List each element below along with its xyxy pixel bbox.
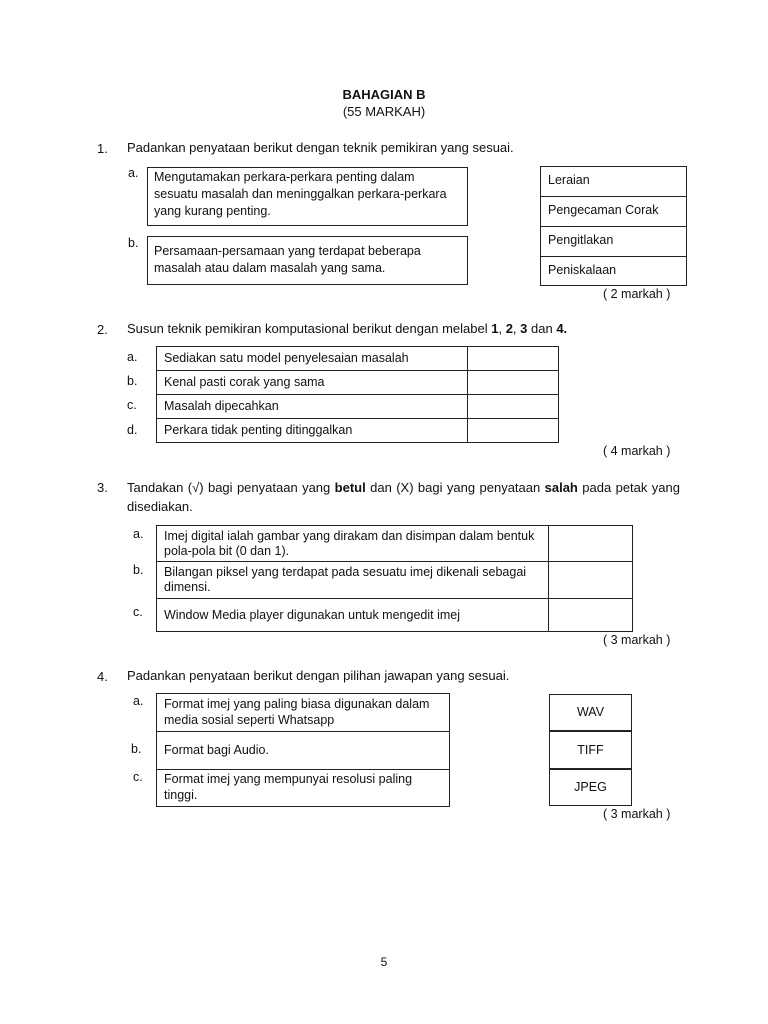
q4-c-statement: Format imej yang mempunyai resolusi paling tinggi. bbox=[156, 769, 450, 807]
q2-d-label: d. bbox=[127, 423, 138, 437]
q1-a-label: a. bbox=[128, 166, 139, 180]
q2-text: Susun teknik pemikiran komputasional berikut dengan melabel 1, 2, 3 dan 4. bbox=[127, 321, 568, 336]
q2-b-answer-box[interactable] bbox=[468, 371, 559, 395]
q4-option-wav: WAV bbox=[549, 694, 632, 731]
q1-b-label: b. bbox=[128, 236, 139, 250]
q2-b-text: Kenal pasti corak yang sama bbox=[157, 371, 468, 395]
q2-a-answer-box[interactable] bbox=[468, 347, 559, 371]
table-row bbox=[157, 371, 559, 395]
q3-c-answer-box[interactable] bbox=[549, 599, 633, 632]
q4-b-statement: Format bagi Audio. bbox=[156, 731, 450, 770]
q3-c-text: Window Media player digunakan untuk mengedit imej bbox=[157, 599, 549, 632]
q4-option-tiff: TIFF bbox=[549, 731, 632, 769]
q1-option-pengecaman-corak: Pengecaman Corak bbox=[540, 196, 687, 227]
q4-marks: ( 3 markah ) bbox=[603, 807, 671, 821]
table-row bbox=[157, 395, 559, 419]
q3-a-answer-box[interactable] bbox=[549, 526, 633, 562]
q1-b-statement: Persamaan-persamaan yang terdapat beberapa masalah atau dalam masalah yang sama. bbox=[147, 236, 468, 285]
table-row bbox=[157, 419, 559, 443]
q3-number: 3. bbox=[97, 480, 108, 495]
q1-option-peniskalaan: Peniskalaan bbox=[540, 256, 687, 286]
q2-d-text: Perkara tidak penting ditinggalkan bbox=[157, 419, 468, 443]
q2-a-text: Sediakan satu model penyelesaian masalah bbox=[157, 347, 468, 371]
section-title: BAHAGIAN B bbox=[342, 87, 426, 102]
q1-option-leraian: Leraian bbox=[540, 166, 687, 197]
table-row bbox=[157, 347, 559, 371]
q1-text: Padankan penyataan berikut dengan teknik pemikiran yang sesuai. bbox=[127, 140, 514, 155]
table-row bbox=[157, 599, 633, 632]
q3-b-answer-box[interactable] bbox=[549, 562, 633, 599]
section-marks: (55 MARKAH) bbox=[342, 104, 426, 119]
q4-number: 4. bbox=[97, 669, 108, 684]
q2-number: 2. bbox=[97, 322, 108, 337]
page-number: 5 bbox=[380, 955, 388, 969]
q4-a-label: a. bbox=[133, 694, 144, 708]
q4-b-label: b. bbox=[131, 742, 142, 756]
q4-a-statement: Format imej yang paling biasa digunakan dalam media sosial seperti Whatsapp bbox=[156, 693, 450, 732]
q2-c-text: Masalah dipecahkan bbox=[157, 395, 468, 419]
q3-a-label: a. bbox=[133, 527, 144, 541]
q4-text: Padankan penyataan berikut dengan pilihan jawapan yang sesuai. bbox=[127, 668, 510, 683]
q2-c-label: c. bbox=[127, 398, 137, 412]
q2-table bbox=[156, 346, 559, 443]
q3-c-label: c. bbox=[133, 605, 143, 619]
table-row bbox=[157, 562, 633, 599]
q3-b-text: Bilangan piksel yang terdapat pada sesuatu imej dikenali sebagai dimensi. bbox=[157, 562, 549, 599]
q3-table bbox=[156, 525, 633, 632]
q3-marks: ( 3 markah ) bbox=[603, 633, 671, 647]
q2-marks: ( 4 markah ) bbox=[603, 444, 671, 458]
q2-d-answer-box[interactable] bbox=[468, 419, 559, 443]
q4-option-jpeg: JPEG bbox=[549, 769, 632, 806]
q1-number: 1. bbox=[97, 141, 108, 156]
q2-b-label: b. bbox=[127, 374, 138, 388]
q2-a-label: a. bbox=[127, 350, 138, 364]
q1-marks: ( 2 markah ) bbox=[603, 287, 671, 301]
q1-option-pengitlakan: Pengitlakan bbox=[540, 226, 687, 257]
q3-b-label: b. bbox=[133, 563, 144, 577]
q3-a-text: Imej digital ialah gambar yang dirakam dan disimpan dalam bentuk pola-pola bit (0 dan 1). bbox=[157, 526, 549, 562]
q1-a-statement: Mengutamakan perkara-perkara penting dalam sesuatu masalah dan meninggalkan perkara-perkara yang kurang penting. bbox=[147, 167, 468, 226]
q4-c-label: c. bbox=[133, 770, 143, 784]
table-row bbox=[157, 526, 633, 562]
q3-text: Tandakan (√) bagi penyataan yang betul dan (X) bagi yang penyataan salah pada petak yang disediakan. bbox=[127, 480, 680, 514]
q2-c-answer-box[interactable] bbox=[468, 395, 559, 419]
